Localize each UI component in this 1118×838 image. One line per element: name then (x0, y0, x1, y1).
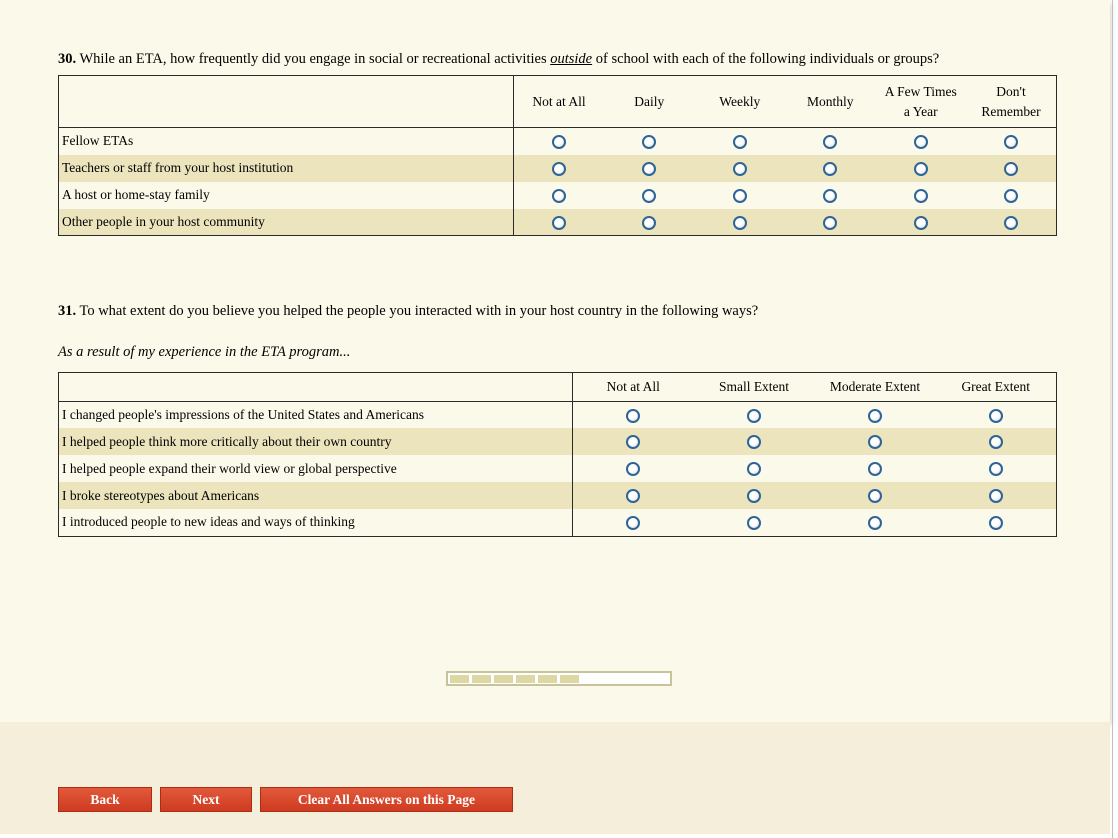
q31-r2-c3-radio[interactable] (989, 462, 1003, 476)
q30-radio-cell (876, 209, 967, 236)
q30-row (59, 155, 1057, 182)
next-button[interactable]: Next (160, 787, 252, 812)
q30-radio-cell (695, 128, 786, 155)
q31-radio-cell (573, 401, 694, 428)
q31-radio-cell (936, 401, 1057, 428)
q31-r3-c2-radio[interactable] (868, 489, 882, 503)
q30-radio-cell (785, 209, 876, 236)
q30-r2-c4-radio[interactable] (914, 189, 928, 203)
navigation-footer (0, 722, 1110, 834)
q30-row (59, 209, 1057, 236)
q30-r2-c3-radio[interactable] (823, 189, 837, 203)
q30-r3-c4-radio[interactable] (914, 216, 928, 230)
q30-r0-c5-radio[interactable] (1004, 135, 1018, 149)
q30-column-header: Daily (604, 76, 695, 128)
q31-radio-cell (936, 455, 1057, 482)
q30-radio-cell (514, 209, 605, 236)
q30-radio-cell (785, 155, 876, 182)
q31-r1-c2-radio[interactable] (868, 435, 882, 449)
q30-radio-cell (695, 155, 786, 182)
q30-r1-c4-radio[interactable] (914, 162, 928, 176)
q31-r4-c3-radio[interactable] (989, 516, 1003, 530)
progress-segment (516, 675, 535, 683)
q31-row (59, 401, 1057, 428)
q30-r2-c5-radio[interactable] (1004, 189, 1018, 203)
q30-radio-cell (876, 182, 967, 209)
q31-header-empty-cell (59, 373, 573, 402)
q30-r2-c2-radio[interactable] (733, 189, 747, 203)
clear-all-answers-button[interactable]: Clear All Answers on this Page (260, 787, 513, 812)
q30-radio-cell (514, 128, 605, 155)
q31-row (59, 509, 1057, 536)
q30-radio-cell (785, 182, 876, 209)
viewport-edge-line (1112, 0, 1113, 838)
q31-radio-cell (815, 482, 936, 509)
progress-segment (538, 675, 557, 683)
q31-r0-c3-radio[interactable] (989, 409, 1003, 423)
q30-radio-cell (695, 182, 786, 209)
q30-r0-c0-radio[interactable] (552, 135, 566, 149)
q30-r0-c1-radio[interactable] (642, 135, 656, 149)
q31-r4-c1-radio[interactable] (747, 516, 761, 530)
q31-r1-c3-radio[interactable] (989, 435, 1003, 449)
q30-radio-cell (604, 182, 695, 209)
q30-radio-cell (514, 155, 605, 182)
q30-radio-cell (876, 155, 967, 182)
q30-r3-c5-radio[interactable] (1004, 216, 1018, 230)
q31-r2-c2-radio[interactable] (868, 462, 882, 476)
q31-row-label: I introduced people to new ideas and ways of thinking (59, 509, 573, 536)
q31-r3-c0-radio[interactable] (626, 489, 640, 503)
q30-radio-cell (514, 182, 605, 209)
q31-radio-cell (573, 482, 694, 509)
q30-header-empty-cell (59, 76, 514, 128)
q30-column-header: Not at All (514, 76, 605, 128)
q31-row-label: I helped people think more critically about their own country (59, 428, 573, 455)
q30-row-label: A host or home-stay family (59, 182, 514, 209)
q31-r3-c1-radio[interactable] (747, 489, 761, 503)
q31-r0-c1-radio[interactable] (747, 409, 761, 423)
q30-radio-cell (695, 209, 786, 236)
q31-radio-cell (573, 455, 694, 482)
q30-radio-cell (966, 209, 1057, 236)
q31-row (59, 428, 1057, 455)
question-31-body: To what extent do you believe you helped the people you interacted with in your host country in the following ways? (76, 303, 759, 319)
q30-r1-c3-radio[interactable] (823, 162, 837, 176)
q31-column-header: Small Extent (694, 373, 815, 402)
q31-radio-cell (694, 428, 815, 455)
q30-r3-c0-radio[interactable] (552, 216, 566, 230)
q31-radio-cell (573, 428, 694, 455)
q31-r3-c3-radio[interactable] (989, 489, 1003, 503)
survey-progress-bar (446, 671, 672, 686)
q30-row (59, 128, 1057, 155)
q31-r1-c1-radio[interactable] (747, 435, 761, 449)
q30-radio-cell (604, 128, 695, 155)
progress-segment (472, 675, 491, 683)
q31-r1-c0-radio[interactable] (626, 435, 640, 449)
question-30-emphasized-word: outside (550, 51, 593, 67)
q30-radio-cell (785, 128, 876, 155)
q30-column-header: Monthly (785, 76, 876, 128)
q31-header-row (59, 373, 1057, 402)
q30-radio-cell (966, 182, 1057, 209)
q30-row (59, 182, 1057, 209)
q30-radio-cell (966, 128, 1057, 155)
q31-radio-cell (694, 509, 815, 536)
q31-radio-cell (573, 509, 694, 536)
q31-column-header: Moderate Extent (815, 373, 936, 402)
q30-column-header: Weekly (695, 76, 786, 128)
q31-radio-cell (936, 509, 1057, 536)
q31-r4-c0-radio[interactable] (626, 516, 640, 530)
q31-r2-c1-radio[interactable] (747, 462, 761, 476)
q30-radio-cell (604, 155, 695, 182)
navigation-buttons (58, 787, 513, 812)
question-30-number: 30. (58, 51, 77, 67)
q31-radio-cell (815, 509, 936, 536)
q30-r0-c3-radio[interactable] (823, 135, 837, 149)
q31-r4-c2-radio[interactable] (868, 516, 882, 530)
q31-radio-cell (936, 482, 1057, 509)
q30-radio-cell (876, 128, 967, 155)
q30-r1-c1-radio[interactable] (642, 162, 656, 176)
q31-row (59, 482, 1057, 509)
q30-radio-cell (604, 209, 695, 236)
progress-segment (494, 675, 513, 683)
q31-column-header: Not at All (573, 373, 694, 402)
q31-radio-cell (694, 482, 815, 509)
q30-header-row (59, 76, 1057, 128)
q31-radio-cell (815, 401, 936, 428)
question-30-after: of school with each of the following individuals or groups? (592, 51, 940, 67)
q31-radio-cell (815, 455, 936, 482)
q31-radio-cell (936, 428, 1057, 455)
back-button[interactable]: Back (58, 787, 152, 812)
q30-r2-c1-radio[interactable] (642, 189, 656, 203)
q30-row-label: Teachers or staff from your host institution (59, 155, 514, 182)
q30-r1-c2-radio[interactable] (733, 162, 747, 176)
progress-segment (560, 675, 579, 683)
question-30-before: While an ETA, how frequently did you engage in social or recreational activities (76, 51, 551, 67)
q30-row-label: Other people in your host community (59, 209, 514, 236)
q30-r3-c2-radio[interactable] (733, 216, 747, 230)
q30-radio-cell (966, 155, 1057, 182)
q31-column-header: Great Extent (936, 373, 1057, 402)
q31-row-label: I helped people expand their world view or global perspective (59, 455, 573, 482)
q30-r0-c4-radio[interactable] (914, 135, 928, 149)
question-31-text (58, 302, 1058, 320)
question-31-lead-in: As a result of my experience in the ETA program... (58, 344, 351, 360)
q31-radio-cell (815, 428, 936, 455)
q31-radio-cell (694, 401, 815, 428)
q30-r3-c1-radio[interactable] (642, 216, 656, 230)
question-30-matrix-table (58, 75, 1057, 236)
q30-row-label: Fellow ETAs (59, 128, 514, 155)
q31-row-label: I broke stereotypes about Americans (59, 482, 573, 509)
question-31-matrix-table (58, 372, 1057, 537)
q30-column-header: Don't Remember (966, 76, 1057, 128)
q31-r0-c2-radio[interactable] (868, 409, 882, 423)
progress-segment (450, 675, 469, 683)
q30-r0-c2-radio[interactable] (733, 135, 747, 149)
question-30-text (58, 50, 1058, 68)
q30-r2-c0-radio[interactable] (552, 189, 566, 203)
q31-row-label: I changed people's impressions of the United States and Americans (59, 401, 573, 428)
q30-r1-c0-radio[interactable] (552, 162, 566, 176)
q31-r0-c0-radio[interactable] (626, 409, 640, 423)
q31-radio-cell (694, 455, 815, 482)
q31-r2-c0-radio[interactable] (626, 462, 640, 476)
question-31-number: 31. (58, 303, 77, 319)
q31-row (59, 455, 1057, 482)
q30-column-header: A Few Times a Year (876, 76, 967, 128)
q30-r1-c5-radio[interactable] (1004, 162, 1018, 176)
q30-r3-c3-radio[interactable] (823, 216, 837, 230)
